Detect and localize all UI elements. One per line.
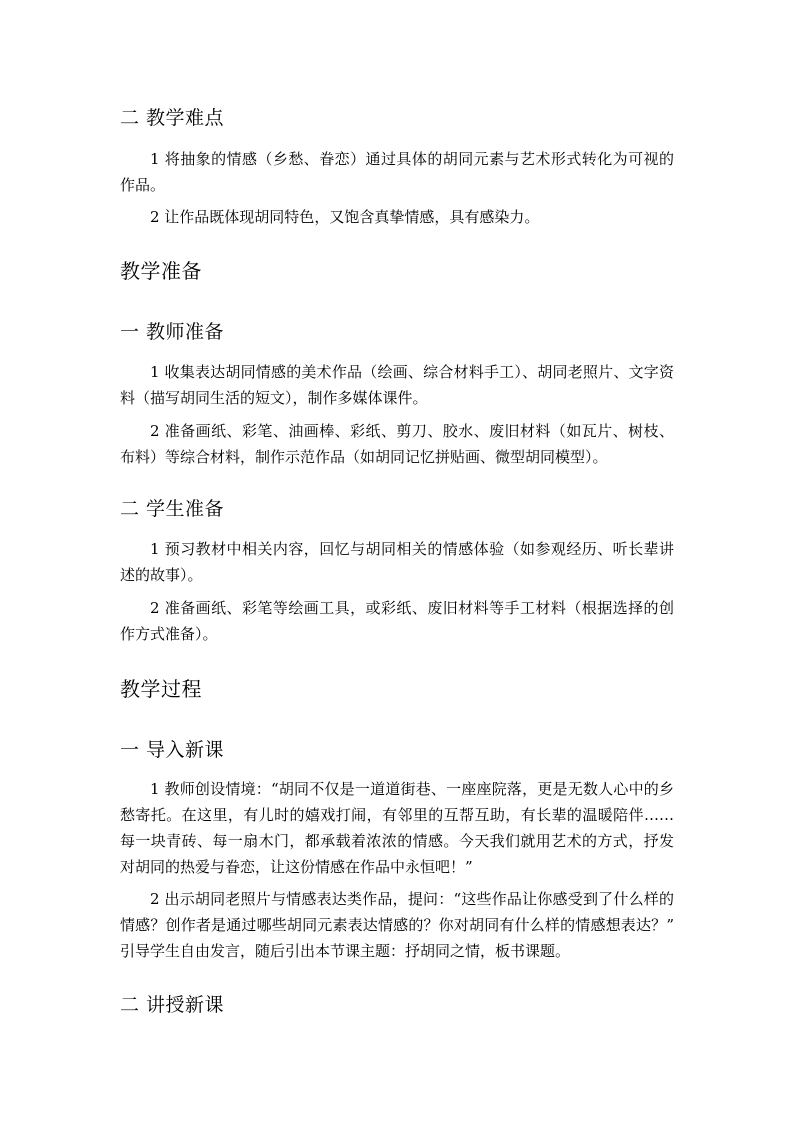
paragraph-difficulty-2: 2 让作品既体现胡同特色，又饱含真挚情感，具有感染力。	[150, 208, 540, 226]
paragraph-teacher-prep-2: 2 准备画纸、彩笔、油画棒、彩纸、剪刀、胶水、废旧材料（如瓦片、树枝、布料）等综合材料，制作示范作品（如胡同记忆拼贴画、微型胡同模型）。	[120, 422, 674, 466]
subsection-heading-new-lesson: 二 讲授新课	[120, 994, 225, 1016]
subsection-heading-student-preparation: 二 学生准备	[120, 498, 225, 520]
subsection-heading-teaching-difficulties: 二 教学难点	[120, 107, 225, 129]
paragraph-intro-1: 1 教师创设情境：“胡同不仅是一道道街巷、一座座院落，更是无数人心中的乡愁寄托。在这里，有儿时的嬉戏打闹，有邻里的互帮互助，有长辈的温暖陪伴…… 每一块青砖、每一扇木门，都承载着浓浓的情感。今天我们就用艺术的方式，抒发对胡同的热爱与眷恋，让这份情感在作品中永恒吧！”	[120, 780, 674, 876]
paragraph-student-prep-1: 1 预习教材中相关内容，回忆与胡同相关的情感体验（如参观经历、听长辈讲述的故事）。	[120, 540, 674, 584]
paragraph-teacher-prep-1: 1 收集表达胡同情感的美术作品（绘画、综合材料手工）、胡同老照片、文字资料（描写胡同生活的短文），制作多媒体课件。	[120, 363, 674, 407]
section-heading-teaching-process: 教学过程	[120, 677, 202, 701]
paragraph-student-prep-2: 2 准备画纸、彩笔等绘画工具，或彩纸、废旧材料等手工材料（根据选择的创作方式准备）。	[120, 599, 674, 643]
subsection-heading-lesson-intro: 一 导入新课	[120, 739, 225, 761]
subsection-heading-teacher-preparation: 一 教师准备	[120, 321, 225, 343]
section-heading-teaching-preparation: 教学准备	[120, 259, 202, 283]
paragraph-intro-2: 2 出示胡同老照片与情感表达类作品，提问：“这些作品让你感受到了什么样的情感？创作者是通过哪些胡同元素表达情感的？你对胡同有什么样的情感想表达？” 引导学生自由发言，随后引出本节课主题：抒胡同之情，板书课题。	[120, 890, 674, 960]
paragraph-difficulty-1: 1 将抽象的情感（乡愁、眷恋）通过具体的胡同元素与艺术形式转化为可视的作品。	[120, 150, 674, 194]
